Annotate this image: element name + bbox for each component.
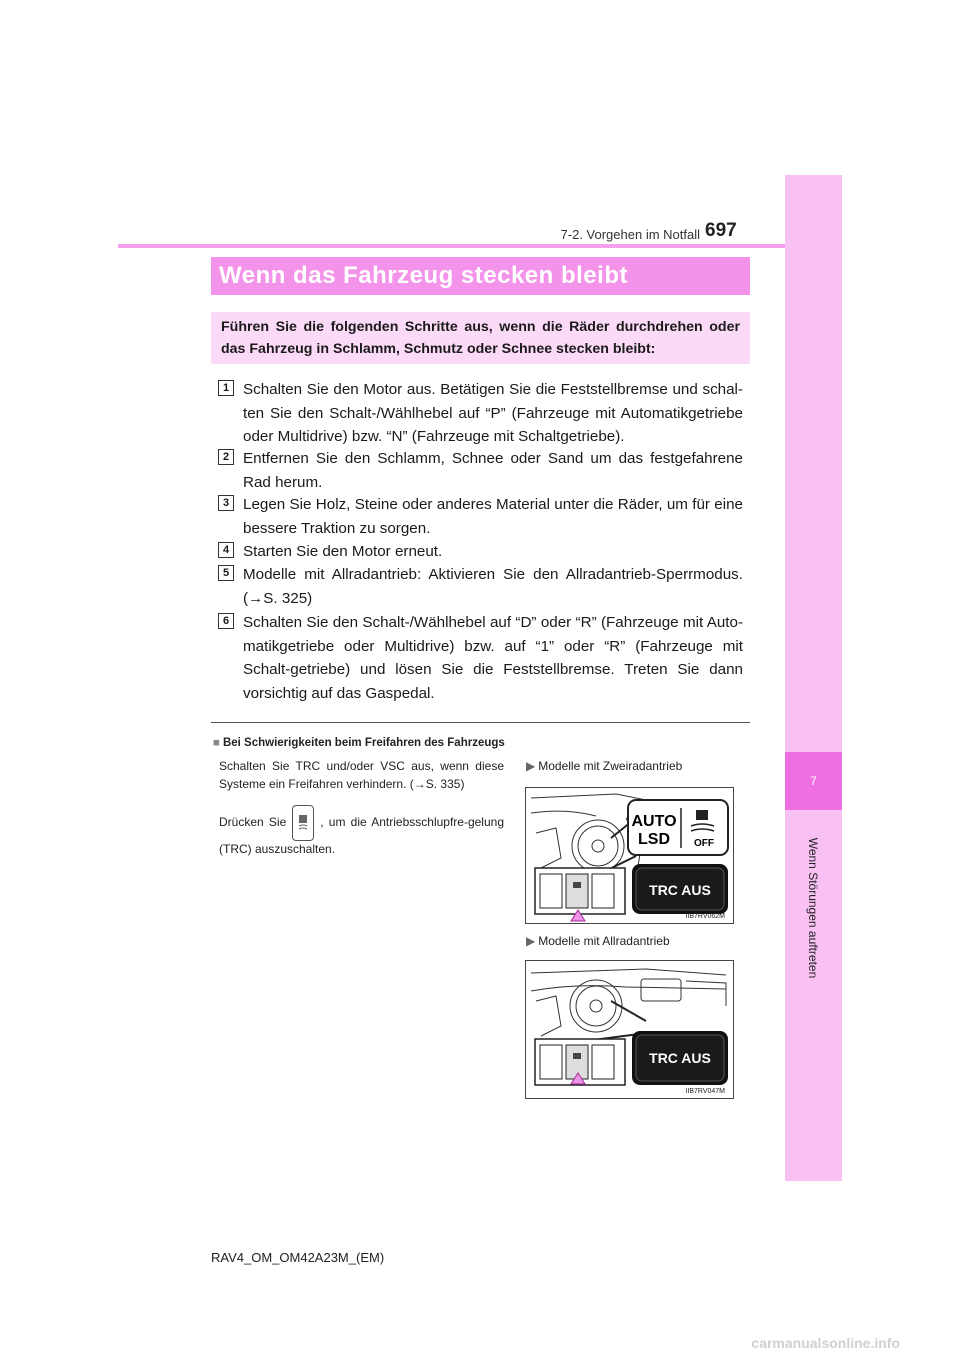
step-text: Schalten Sie den Motor aus. Betätigen Sie die Feststellbremse und schal-ten Sie den Schalt-/Wählhebel auf “P” (Fahrzeuge mit Automatikgetriebe oder Multidrive) bzw. “N” (Fahrzeuge mit Schaltgetriebe).	[243, 381, 743, 445]
step-number: 4	[218, 542, 234, 558]
note-text-after: , um die Antriebsschlupfre-gelung (TRC) auszuschalten.	[219, 815, 504, 856]
step-number: 6	[218, 613, 234, 629]
header-rule	[118, 244, 785, 248]
step-number: 5	[218, 565, 234, 581]
chapter-side-tab	[785, 175, 842, 1181]
page-title: Wenn das Fahrzeug stecken bleibt	[211, 257, 750, 295]
chapter-title: Wenn Störungen auftreten	[806, 837, 820, 979]
bullet-square-icon: ■	[213, 737, 220, 749]
figure-code: IIB7RV062M	[685, 913, 725, 920]
step-number: 3	[218, 495, 234, 511]
note-paragraph-1: Schalten Sie TRC und/oder VSC aus, wenn diese Systeme ein Freifahren verhindern. (→S. 335)	[219, 759, 504, 791]
page-number: 697	[705, 220, 737, 241]
step-number: 2	[218, 449, 234, 465]
off-label: OFF	[694, 838, 714, 849]
step-text: Modelle mit Allradantrieb: Aktivieren Sie den Allradantrieb-Sperrmodus. (→S. 325)	[243, 566, 743, 607]
subsection-heading	[213, 737, 505, 749]
trc-aus-display: TRC AUS	[649, 1050, 711, 1066]
arrow-right-icon: ▶	[526, 934, 536, 948]
subsection-note	[219, 758, 504, 871]
figure-label-2wd: ▶ Modelle mit Zweiradantrieb	[526, 759, 683, 773]
step-number: 1	[218, 380, 234, 396]
trc-aus-display: TRC AUS	[649, 882, 711, 898]
arrow-right-icon: ▶	[526, 759, 536, 773]
trc-off-button-icon	[292, 805, 314, 841]
intro-box: Führen Sie die folgenden Schritte aus, wenn die Räder durchdrehen oder das Fahrzeug in Schlamm, Schmutz oder Schnee stecken bleibt:	[211, 312, 750, 364]
lsd-label: LSD	[638, 831, 670, 848]
step-text: Entfernen Sie den Schlamm, Schnee oder Sand um das festgefahrene Rad herum.	[243, 450, 743, 491]
figure-label-4wd: ▶ Modelle mit Allradantrieb	[526, 934, 670, 948]
section-divider	[211, 722, 750, 723]
section-reference: 7-2. Vorgehen im Notfall	[560, 227, 700, 242]
figure-code: IIB7RV047M	[685, 1088, 725, 1095]
figure-4wd	[525, 960, 734, 1099]
figure-2wd	[525, 787, 734, 924]
subsection-heading-text: Bei Schwierigkeiten beim Freifahren des Fahrzeugs	[222, 737, 505, 749]
note-text-before: Drücken Sie	[219, 815, 287, 830]
step-text: Starten Sie den Motor erneut.	[243, 543, 443, 560]
document-footer: RAV4_OM_OM42A23M_(EM)	[211, 1250, 385, 1265]
note-paragraph-2	[219, 805, 504, 859]
step-text: Schalten Sie den Schalt-/Wählhebel auf “D” oder “R” (Fahrzeuge mit Auto-matikgetriebe oder Multidrive) bzw. auf “1” oder “R” (Fahrzeuge mit Schalt-getriebe) und lösen Sie die Feststellbremse. Treten Sie dann vorsichtig auf das Gaspedal.	[243, 614, 743, 702]
chapter-number: 7	[785, 752, 842, 810]
step-text: Legen Sie Holz, Steine oder anderes Material unter die Räder, um für eine bessere Traktion zu sorgen.	[243, 496, 743, 537]
auto-label: AUTO	[631, 813, 677, 830]
watermark: carmanualsonline.info	[751, 1335, 900, 1351]
